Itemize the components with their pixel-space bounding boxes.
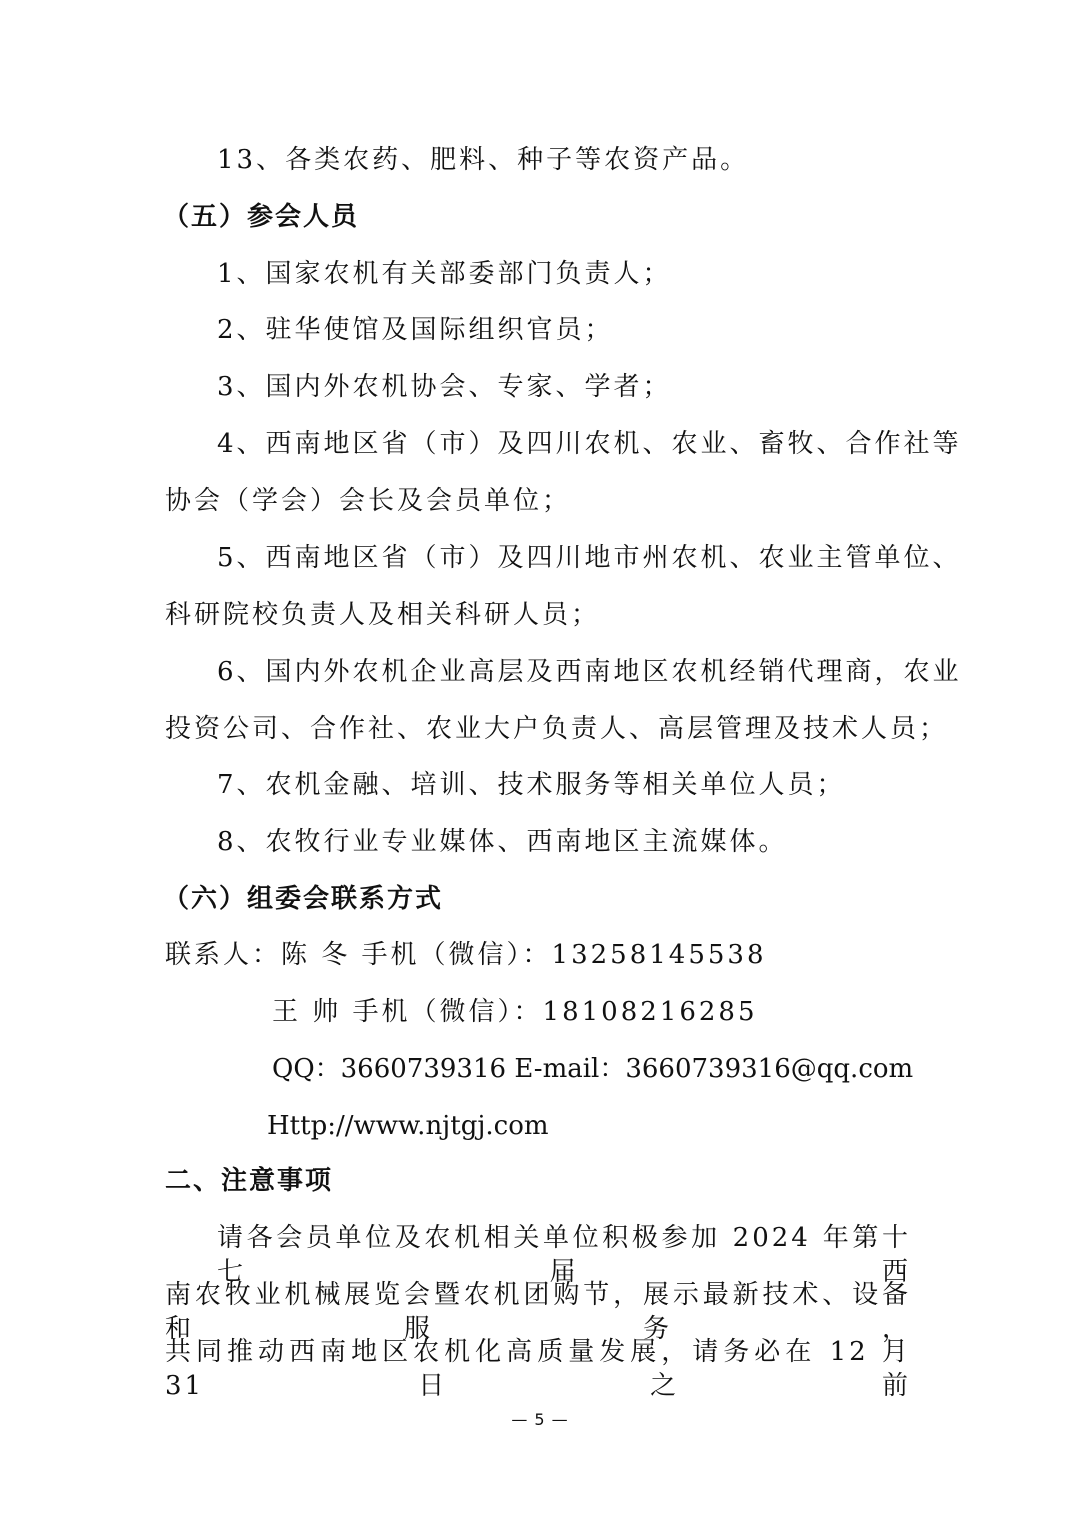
contact-line-2: 王 帅 手机（微信）：18108216285	[272, 997, 758, 1027]
contact-line-3: QQ：3660739316 E-mail：3660739316@qq.com	[272, 1054, 914, 1084]
notes-paragraph-line-1: 请各会员单位及农机相关单位积极参加 2024 年第十七届西	[217, 1223, 911, 1287]
attendee-item-5-cont: 科研院校负责人及相关科研人员；	[165, 600, 601, 630]
attendee-item-6: 6、国内外农机企业高层及西南地区农机经销代理商，农业	[217, 657, 962, 687]
page-number: — 5 —	[511, 1410, 569, 1429]
attendee-item-4-cont: 协会（学会）会长及会员单位；	[165, 486, 572, 516]
section5-heading: （五）参会人员	[163, 202, 360, 232]
attendee-item-4: 4、西南地区省（市）及四川农机、农业、畜牧、合作社等	[217, 429, 962, 459]
attendee-item-3: 3、国内外农机协会、专家、学者；	[217, 372, 672, 402]
attendee-item-6-cont: 投资公司、合作社、农业大户负责人、高层管理及技术人员；	[165, 714, 949, 744]
attendee-item-5: 5、西南地区省（市）及四川地市州农机、农业主管单位、	[217, 543, 962, 573]
contact-line-1: 联系人：陈 冬 手机（微信）：13258145538	[165, 940, 767, 970]
section6-heading: （六）组委会联系方式	[163, 884, 444, 914]
attendee-item-7: 7、农机金融、培训、技术服务等相关单位人员；	[217, 770, 846, 800]
notes-heading: 二、注意事项	[165, 1166, 334, 1196]
website-link[interactable]: Http://www.njtgj.com	[267, 1111, 549, 1141]
notes-paragraph-line-2: 南农牧业机械展览会暨农机团购节，展示最新技术、设备和服务，	[165, 1280, 911, 1344]
notes-paragraph-line-3: 共同推动西南地区农机化高质量发展，请务必在 12 月 31 日之前	[165, 1337, 911, 1401]
attendee-item-1: 1、国家农机有关部委部门负责人；	[217, 259, 672, 289]
attendee-item-8: 8、农牧行业专业媒体、西南地区主流媒体。	[217, 827, 788, 857]
attendee-item-2: 2、驻华使馆及国际组织官员；	[217, 315, 614, 345]
item-13: 13、各类农药、肥料、种子等农资产品。	[217, 145, 750, 175]
